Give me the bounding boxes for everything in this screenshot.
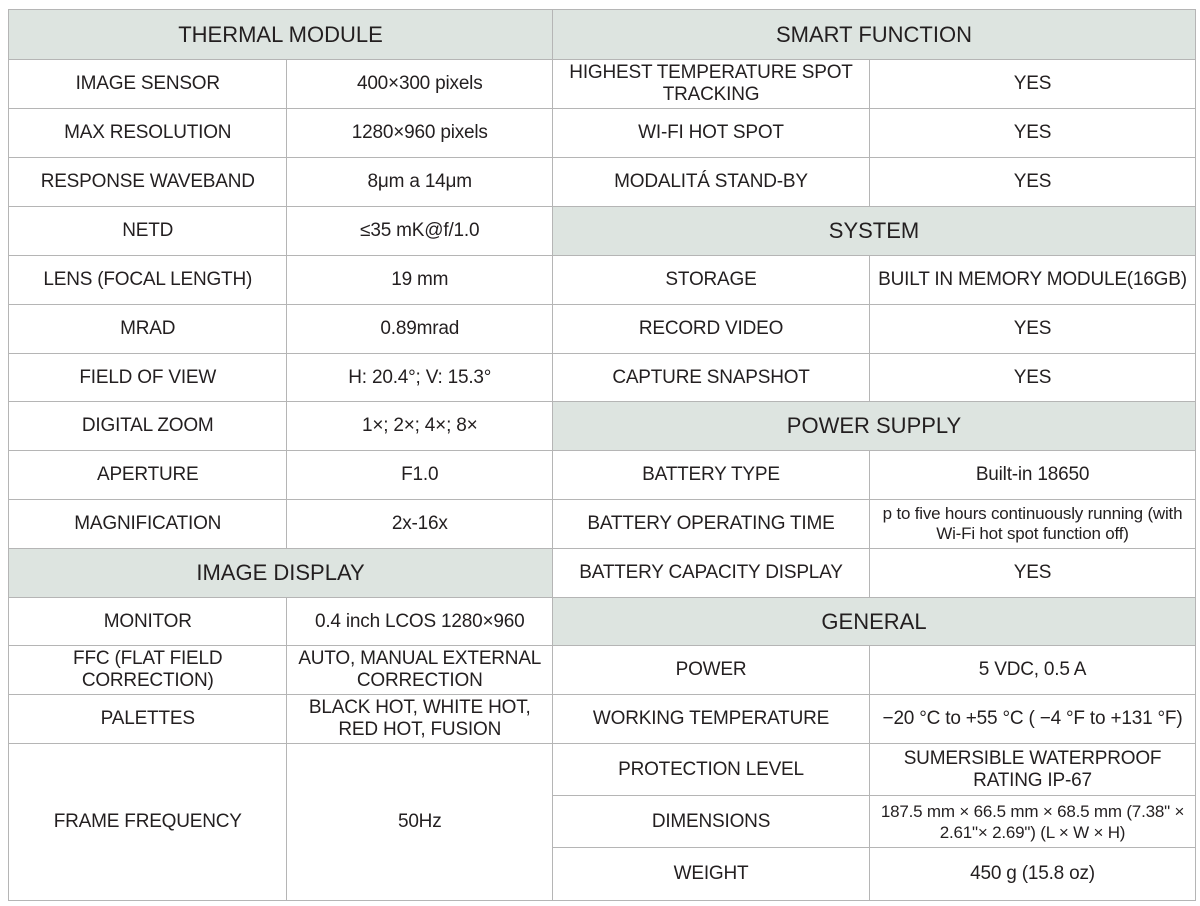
spec-label: LENS (FOCAL LENGTH) (9, 256, 287, 304)
spec-row-lens (9, 256, 552, 305)
spec-label: PALETTES (9, 695, 287, 743)
spec-value: 1×; 2×; 4×; 8× (361, 415, 478, 436)
spec-value: BUILT IN MEMORY MODULE(16GB) (878, 269, 1187, 290)
section-header-power-supply (553, 402, 1195, 451)
spec-value: YES (1013, 122, 1052, 143)
left-column (9, 10, 553, 900)
spec-value: YES (1013, 171, 1052, 192)
spec-value: SUMERSIBLE WATERPROOF RATING IP-67 (903, 747, 1162, 791)
spec-row-temperature-tracking (553, 60, 1195, 109)
spec-row-working-temperature (553, 695, 1195, 744)
section-title: IMAGE DISPLAY (196, 560, 365, 585)
spec-row-weight (553, 848, 1195, 900)
spec-label: PROTECTION LEVEL (553, 744, 870, 795)
spec-label: IMAGE SENSOR (9, 60, 287, 108)
spec-row-mrad (9, 305, 552, 354)
spec-label: MONITOR (9, 598, 287, 645)
spec-row-response-waveband (9, 158, 552, 207)
spec-row-magnification (9, 500, 552, 549)
spec-value: ≤35 mK@f/1.0 (360, 220, 480, 241)
spec-row-digital-zoom (9, 402, 552, 451)
spec-label: NETD (9, 207, 287, 255)
spec-row-capture-snapshot (553, 354, 1195, 402)
section-title: THERMAL MODULE (178, 21, 383, 47)
spec-label: APERTURE (9, 451, 287, 499)
spec-value: YES (1013, 366, 1052, 388)
spec-row-monitor (9, 598, 552, 646)
spec-label: BATTERY TYPE (553, 451, 870, 499)
spec-value: Built-in 18650 (975, 464, 1090, 485)
spec-value: 0.89mrad (380, 318, 460, 339)
spec-row-field-of-view (9, 354, 552, 402)
section-title: SMART FUNCTION (776, 21, 972, 47)
spec-value: YES (1013, 562, 1052, 583)
spec-row-frame-frequency (9, 744, 552, 900)
spec-value: 50Hz (397, 811, 442, 832)
spec-value: −20 °C to +55 °C ( −4 °F to +131 °F) (882, 708, 1183, 729)
spec-value: 450 g (15.8 oz) (970, 863, 1095, 884)
spec-label: WEIGHT (553, 848, 870, 900)
spec-row-storage (553, 256, 1195, 305)
section-title: SYSTEM (828, 218, 920, 243)
spec-row-palettes (9, 695, 552, 744)
spec-row-standby (553, 158, 1195, 207)
spec-row-dimensions (553, 796, 1195, 848)
spec-value: 5 VDC, 0.5 A (978, 659, 1087, 680)
spec-label: MAX RESOLUTION (9, 109, 287, 157)
section-header-system (553, 207, 1195, 256)
spec-row-battery-type (553, 451, 1195, 500)
spec-value: F1.0 (401, 464, 439, 485)
spec-label: CAPTURE SNAPSHOT (553, 354, 870, 401)
section-title: GENERAL (821, 608, 927, 634)
spec-label: WORKING TEMPERATURE (553, 695, 870, 743)
spec-label: MODALITÁ STAND-BY (553, 158, 870, 206)
spec-value: 1280×960 pixels (351, 122, 488, 143)
spec-label: WI-FI HOT SPOT (553, 109, 870, 157)
spec-row-record-video (553, 305, 1195, 354)
spec-label: STORAGE (553, 256, 870, 304)
section-title: POWER SUPPLY (786, 413, 962, 438)
spec-row-netd (9, 207, 552, 256)
spec-value: 0.4 inch LCOS 1280×960 (314, 610, 525, 632)
spec-value: 2x-16x (391, 513, 448, 534)
spec-label: BATTERY OPERATING TIME (553, 500, 870, 548)
spec-value: BLACK HOT, WHITE HOT, RED HOT, FUSION (308, 697, 531, 740)
spec-row-image-sensor (9, 60, 552, 109)
spec-label: DIGITAL ZOOM (9, 402, 287, 450)
spec-label: RECORD VIDEO (553, 305, 870, 353)
spec-row-ffc (9, 646, 552, 695)
spec-row-protection-level (553, 744, 1195, 796)
right-column (553, 10, 1195, 900)
spec-label: FRAME FREQUENCY (9, 744, 287, 900)
spec-table (8, 9, 1196, 901)
spec-row-power (553, 646, 1195, 695)
spec-label: DIMENSIONS (553, 796, 870, 847)
spec-row-max-resolution (9, 109, 552, 158)
section-header-smart-function (553, 10, 1195, 60)
section-header-thermal-module (9, 10, 552, 60)
spec-value: 19 mm (391, 269, 449, 290)
spec-label: FIELD OF VIEW (9, 354, 287, 401)
spec-value: 187.5 mm × 66.5 mm × 68.5 mm (7.38" × 2.61"× 2.69") (L × W × H) (880, 801, 1185, 842)
section-header-image-display (9, 549, 552, 598)
spec-value: 400×300 pixels (356, 73, 483, 94)
spec-value: YES (1013, 73, 1052, 94)
spec-label: MRAD (9, 305, 287, 353)
spec-label: FFC (FLAT FIELD CORRECTION) (9, 646, 287, 694)
spec-value: H: 20.4°; V: 15.3° (348, 366, 492, 388)
spec-label: BATTERY CAPACITY DISPLAY (553, 549, 870, 597)
section-header-general (553, 598, 1195, 646)
spec-row-battery-operating-time (553, 500, 1195, 549)
spec-label: HIGHEST TEMPERATURE SPOT TRACKING (553, 60, 870, 108)
spec-value: AUTO, MANUAL EXTERNAL CORRECTION (298, 648, 542, 691)
spec-label: POWER (553, 646, 870, 694)
spec-value: 8μm a 14μm (367, 171, 472, 192)
spec-row-wifi-hot-spot (553, 109, 1195, 158)
spec-value: p to five hours continuously running (with Wi-Fi hot spot function off) (882, 504, 1183, 543)
spec-label: RESPONSE WAVEBAND (9, 158, 287, 206)
spec-row-battery-capacity (553, 549, 1195, 598)
spec-row-aperture (9, 451, 552, 500)
spec-value: YES (1013, 318, 1052, 339)
spec-label: MAGNIFICATION (9, 500, 287, 548)
